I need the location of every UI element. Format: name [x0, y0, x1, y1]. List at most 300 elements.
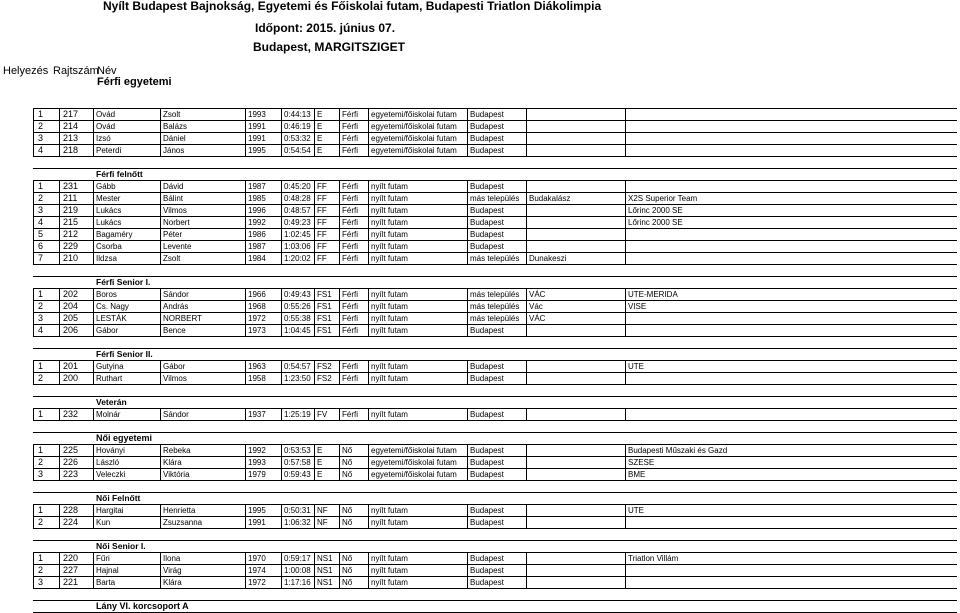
grid-line [368, 253, 369, 264]
cell-club: UTE [628, 506, 644, 515]
cell-birth-year: 1966 [248, 290, 266, 299]
cell-bib: 219 [63, 205, 79, 215]
cell-time: 0:55:26 [284, 302, 311, 311]
grid-line [245, 313, 246, 324]
grid-line [467, 565, 468, 576]
grid-line [160, 109, 161, 120]
cell-bib: 214 [63, 121, 79, 131]
cell-category: FF [317, 230, 327, 239]
grid-line [314, 253, 315, 264]
grid-line [93, 253, 94, 264]
grid-line [314, 445, 315, 456]
grid-line [33, 217, 34, 228]
cell-club: Lőrinc 2000 SE [628, 218, 683, 227]
cell-race: nyílt futam [371, 254, 408, 263]
cell-race: egyetemi/főiskolai futam [371, 146, 457, 155]
cell-city: Budapest [470, 458, 504, 467]
cell-firstname: Sándor [163, 410, 189, 419]
grid-line [59, 109, 60, 120]
table-row [33, 121, 957, 133]
grid-line [160, 505, 161, 516]
grid-line [314, 229, 315, 240]
grid-line [467, 469, 468, 480]
cell-place: 1 [38, 361, 44, 371]
grid-line [245, 457, 246, 468]
cell-surname: Barta [96, 578, 116, 587]
grid-line [339, 505, 340, 516]
grid-line [59, 409, 60, 420]
grid-line [314, 409, 315, 420]
cell-race: nyílt futam [371, 230, 408, 239]
grid-line [368, 445, 369, 456]
cell-firstname: Rebeka [163, 446, 191, 455]
grid-line [245, 409, 246, 420]
grid-line [245, 565, 246, 576]
grid-line [314, 373, 315, 384]
cell-category: FF [317, 206, 327, 215]
cell-city: Budapest [470, 374, 504, 383]
cell-city: Budapest [470, 566, 504, 575]
grid-line [245, 301, 246, 312]
grid-line [339, 253, 340, 264]
grid-line [625, 301, 626, 312]
table-row [33, 253, 957, 265]
grid-line [526, 325, 527, 336]
cell-time: 1:23:50 [284, 374, 311, 383]
grid-line [33, 361, 34, 372]
grid-line [467, 361, 468, 372]
grid-line [93, 241, 94, 252]
cell-category: FS1 [317, 314, 332, 323]
grid-line [93, 109, 94, 120]
grid-line [245, 361, 246, 372]
cell-city: más település [470, 314, 520, 323]
cell-firstname: Dávid [163, 182, 184, 191]
grid-line [625, 373, 626, 384]
category-caption-row [33, 541, 957, 553]
grid-line [160, 193, 161, 204]
grid-line [33, 445, 34, 456]
grid-line [33, 373, 34, 384]
cell-race: egyetemi/főiskolai futam [371, 446, 457, 455]
cell-surname: Mester [96, 194, 121, 203]
grid-line [526, 289, 527, 300]
cell-birth-year: 1937 [248, 410, 266, 419]
category-caption-row [33, 169, 957, 181]
cell-category: E [317, 122, 323, 131]
cell-city: Budapest [470, 206, 504, 215]
grid-line [281, 361, 282, 372]
grid-line [33, 181, 34, 192]
cell-city: Budapest [470, 518, 504, 527]
cell-city: Budapest [470, 470, 504, 479]
cell-time: 0:48:57 [284, 206, 311, 215]
grid-line [59, 505, 60, 516]
grid-line [625, 565, 626, 576]
cell-firstname: János [163, 146, 185, 155]
grid-line [339, 553, 340, 564]
cell-gender: Férfi [342, 410, 358, 419]
cell-time: 1:04:45 [284, 326, 311, 335]
cell-place: 2 [38, 301, 44, 311]
cell-city: Budapest [470, 242, 504, 251]
grid-line [160, 217, 161, 228]
grid-line [93, 469, 94, 480]
grid-line [314, 145, 315, 156]
category-title: Női Felnőtt [96, 493, 141, 503]
grid-line [467, 505, 468, 516]
grid-line [33, 229, 34, 240]
cell-city: Budapest [470, 182, 504, 191]
grid-line [467, 373, 468, 384]
cell-firstname: Balázs [163, 122, 188, 131]
grid-line [245, 241, 246, 252]
grid-line [467, 205, 468, 216]
grid-line [160, 553, 161, 564]
grid-line [526, 313, 527, 324]
cell-gender: Férfi [342, 242, 358, 251]
cell-category: E [317, 446, 323, 455]
grid-line [245, 193, 246, 204]
cell-firstname: Klára [163, 578, 182, 587]
cell-birth-year: 1991 [248, 134, 266, 143]
grid-line [160, 121, 161, 132]
grid-line [245, 109, 246, 120]
column-header-nev: Név [97, 65, 117, 77]
grid-line [281, 457, 282, 468]
grid-line [526, 373, 527, 384]
cell-city: Budapest [470, 578, 504, 587]
cell-firstname: Zsolt [163, 110, 181, 119]
cell-city: Budapest [470, 218, 504, 227]
grid-line [625, 121, 626, 132]
grid-line [245, 553, 246, 564]
grid-line [93, 181, 94, 192]
grid-line [59, 313, 60, 324]
cell-time: 1:17:16 [284, 578, 311, 587]
cell-race: nyílt futam [371, 374, 408, 383]
grid-line [33, 505, 34, 516]
grid-line [281, 517, 282, 528]
grid-line [59, 193, 60, 204]
table-row [33, 217, 957, 229]
grid-line [160, 253, 161, 264]
grid-line [314, 505, 315, 516]
grid-line [281, 373, 282, 384]
grid-line [93, 517, 94, 528]
grid-line [339, 301, 340, 312]
grid-line [93, 289, 94, 300]
cell-place: 2 [38, 193, 44, 203]
grid-line [625, 469, 626, 480]
grid-line [281, 469, 282, 480]
grid-line [339, 241, 340, 252]
cell-birth-year: 1972 [248, 578, 266, 587]
grid-line [160, 565, 161, 576]
grid-line [467, 325, 468, 336]
grid-line [526, 469, 527, 480]
cell-gender: Férfi [342, 194, 358, 203]
cell-town: Vác [529, 302, 543, 311]
cell-gender: Férfi [342, 374, 358, 383]
cell-birth-year: 1996 [248, 206, 266, 215]
grid-line [33, 109, 34, 120]
cell-category: FF [317, 254, 327, 263]
cell-race: egyetemi/főiskolai futam [371, 470, 457, 479]
grid-line [281, 121, 282, 132]
grid-line [33, 325, 34, 336]
grid-line [160, 301, 161, 312]
cell-race: nyílt futam [371, 194, 408, 203]
table-row [33, 145, 957, 157]
category-caption-row [33, 349, 957, 361]
cell-race: egyetemi/főiskolai futam [371, 458, 457, 467]
cell-race: nyílt futam [371, 554, 408, 563]
cell-surname: Veleczki [96, 470, 126, 479]
table-row [33, 301, 957, 313]
grid-line [59, 445, 60, 456]
grid-line [160, 313, 161, 324]
grid-line [625, 217, 626, 228]
cell-bib: 201 [63, 361, 79, 371]
grid-line [339, 217, 340, 228]
grid-line [625, 409, 626, 420]
category-title: Női Senior I. [96, 541, 146, 551]
grid-line [339, 409, 340, 420]
cell-bib: 220 [63, 553, 79, 563]
grid-line [59, 289, 60, 300]
grid-line [59, 565, 60, 576]
grid-line [467, 553, 468, 564]
cell-city: Budapest [470, 446, 504, 455]
grid-line [59, 517, 60, 528]
cell-bib: 225 [63, 445, 79, 455]
cell-birth-year: 1968 [248, 302, 266, 311]
cell-club: Lőrinc 2000 SE [628, 206, 683, 215]
cell-time: 0:46:19 [284, 122, 311, 131]
cell-place: 1 [38, 553, 44, 563]
grid-line [59, 457, 60, 468]
column-header-rajtszam: Rajtszám [53, 65, 99, 77]
cell-gender: Nő [342, 446, 353, 455]
cell-gender: Férfi [342, 218, 358, 227]
cell-birth-year: 1958 [248, 374, 266, 383]
grid-line [625, 229, 626, 240]
grid-line [339, 565, 340, 576]
grid-line [467, 517, 468, 528]
grid-line [368, 181, 369, 192]
grid-line [368, 469, 369, 480]
cell-bib: 223 [63, 469, 79, 479]
grid-line [93, 505, 94, 516]
cell-city: Budapest [470, 506, 504, 515]
grid-line [339, 121, 340, 132]
grid-line [625, 445, 626, 456]
cell-surname: Hargitai [96, 506, 124, 515]
grid-line [467, 301, 468, 312]
cell-surname: Lukács [96, 206, 122, 215]
grid-line [314, 193, 315, 204]
grid-line [339, 109, 340, 120]
grid-line [245, 217, 246, 228]
grid-line [314, 133, 315, 144]
grid-line [281, 565, 282, 576]
cell-category: FF [317, 194, 327, 203]
column-header-helyezes: Helyezés [3, 65, 49, 77]
cell-firstname: Bálint [163, 194, 184, 203]
grid-line [281, 553, 282, 564]
cell-time: 0:48:28 [284, 194, 311, 203]
grid-line [160, 361, 161, 372]
grid-line [314, 241, 315, 252]
grid-line [33, 313, 34, 324]
blank-row [33, 421, 957, 433]
grid-line [625, 505, 626, 516]
category-caption-row [33, 277, 957, 289]
cell-gender: Nő [342, 458, 353, 467]
cell-time: 1:25:19 [284, 410, 311, 419]
cell-category: E [317, 458, 323, 467]
cell-surname: Boros [96, 290, 117, 299]
grid-line [467, 313, 468, 324]
grid-line [245, 121, 246, 132]
cell-race: nyílt futam [371, 290, 408, 299]
grid-line [368, 313, 369, 324]
category-title: Férfi Senior II. [96, 349, 153, 359]
category-title: Női egyetemi [96, 433, 153, 443]
cell-surname: LESTÁK [96, 314, 127, 323]
grid-line [526, 577, 527, 588]
cell-town: Budakalász [529, 194, 571, 203]
grid-line [368, 361, 369, 372]
cell-category: NF [317, 518, 328, 527]
cell-time: 0:50:31 [284, 506, 311, 515]
cell-time: 1:00:08 [284, 566, 311, 575]
grid-line [93, 205, 94, 216]
cell-firstname: Henrietta [163, 506, 196, 515]
cell-birth-year: 1974 [248, 566, 266, 575]
category-caption-row [33, 601, 957, 613]
cell-birth-year: 1992 [248, 218, 266, 227]
grid-line [526, 457, 527, 468]
cell-category: NS1 [317, 566, 333, 575]
cell-time: 0:54:57 [284, 362, 311, 371]
cell-firstname: Norbert [163, 218, 190, 227]
cell-club: BME [628, 470, 646, 479]
table-row [33, 505, 957, 517]
table-row [33, 133, 957, 145]
grid-line [59, 217, 60, 228]
grid-line [467, 121, 468, 132]
grid-line [281, 301, 282, 312]
grid-line [314, 181, 315, 192]
grid-line [160, 517, 161, 528]
grid-line [368, 241, 369, 252]
grid-line [339, 361, 340, 372]
cell-surname: Molnár [96, 410, 121, 419]
grid-line [625, 241, 626, 252]
cell-category: FF [317, 242, 327, 251]
cell-firstname: Dániel [163, 134, 186, 143]
grid-line [281, 133, 282, 144]
grid-line [160, 577, 161, 588]
grid-line [160, 469, 161, 480]
cell-race: nyílt futam [371, 242, 408, 251]
grid-line [339, 325, 340, 336]
cell-place: 1 [38, 109, 44, 119]
cell-firstname: Bence [163, 326, 186, 335]
grid-line [160, 373, 161, 384]
grid-line [93, 313, 94, 324]
cell-gender: Férfi [342, 110, 358, 119]
cell-place: 1 [38, 289, 44, 299]
grid-line [33, 565, 34, 576]
grid-line [368, 109, 369, 120]
cell-race: nyílt futam [371, 362, 408, 371]
grid-line [339, 373, 340, 384]
grid-line [368, 553, 369, 564]
cell-surname: Cs. Nagy [96, 302, 129, 311]
grid-line [314, 469, 315, 480]
cell-category: FS1 [317, 326, 332, 335]
cell-race: nyílt futam [371, 506, 408, 515]
grid-line [625, 109, 626, 120]
cell-birth-year: 1973 [248, 326, 266, 335]
cell-time: 0:53:32 [284, 134, 311, 143]
cell-time: 0:55:38 [284, 314, 311, 323]
grid-line [314, 553, 315, 564]
cell-place: 2 [38, 121, 44, 131]
grid-line [368, 289, 369, 300]
cell-race: nyílt futam [371, 518, 408, 527]
grid-line [93, 445, 94, 456]
grid-line [368, 145, 369, 156]
grid-line [526, 505, 527, 516]
cell-club: VISE [628, 302, 647, 311]
cell-place: 2 [38, 565, 44, 575]
cell-gender: Férfi [342, 362, 358, 371]
cell-birth-year: 1993 [248, 458, 266, 467]
grid-line [339, 517, 340, 528]
table-row [33, 457, 957, 469]
grid-line [625, 193, 626, 204]
grid-line [160, 133, 161, 144]
grid-line [368, 409, 369, 420]
grid-line [467, 253, 468, 264]
category-heading-ferfi-egyetemi: Férfi egyetemi [97, 76, 172, 88]
grid-line [281, 205, 282, 216]
cell-surname: Ovád [96, 110, 116, 119]
grid-line [368, 577, 369, 588]
grid-line [281, 313, 282, 324]
grid-line [245, 133, 246, 144]
cell-bib: 227 [63, 565, 79, 575]
grid-line [245, 577, 246, 588]
grid-line [59, 361, 60, 372]
grid-line [33, 577, 34, 588]
cell-category: FV [317, 410, 328, 419]
grid-line [368, 133, 369, 144]
grid-line [245, 289, 246, 300]
grid-line [93, 373, 94, 384]
cell-place: 3 [38, 133, 44, 143]
cell-bib: 205 [63, 313, 79, 323]
cell-firstname: Zsolt [163, 254, 181, 263]
cell-race: nyílt futam [371, 302, 408, 311]
grid-line [93, 193, 94, 204]
grid-line [33, 205, 34, 216]
cell-gender: Nő [342, 470, 353, 479]
